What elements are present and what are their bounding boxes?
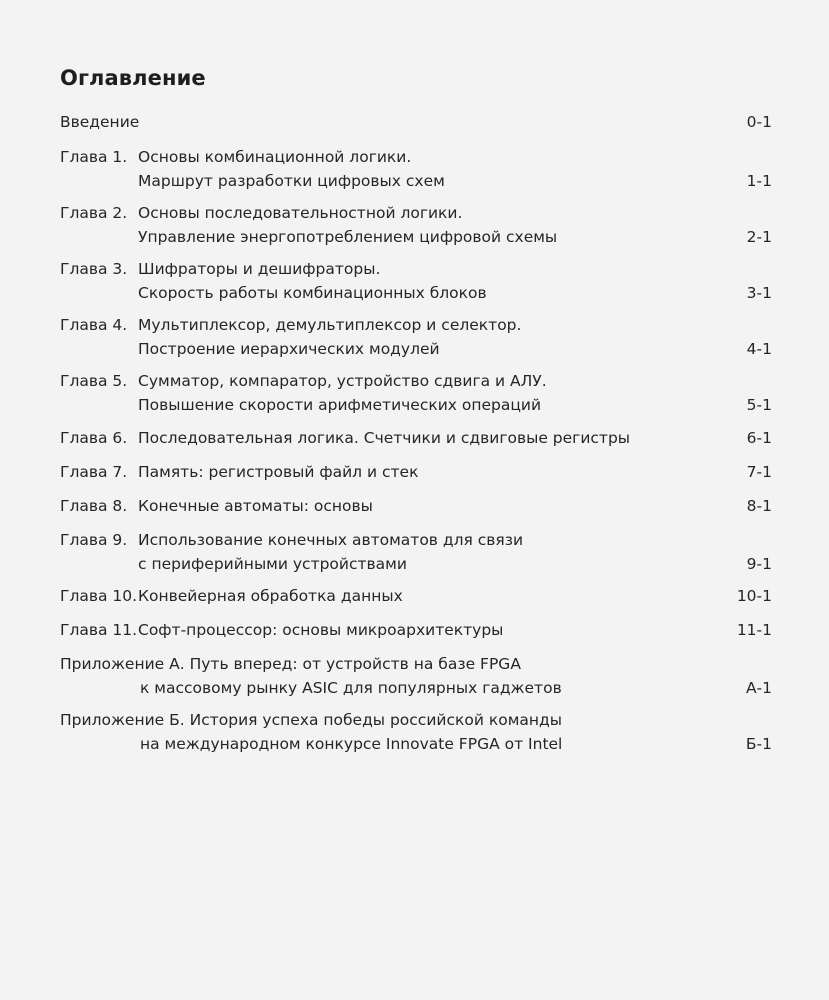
entry-line: Скорость работы комбинационных блоков: [138, 284, 487, 302]
page-number: 10-1: [736, 587, 772, 605]
entry-line: Основы комбинационной логики.: [138, 148, 412, 166]
entry-line: Шифраторы и дешифраторы.: [138, 260, 381, 278]
entry-line: с периферийными устройствами: [138, 555, 407, 573]
chapter-label: Глава 9.: [60, 531, 128, 549]
chapter-label: Глава 7.: [60, 463, 128, 481]
page-number: А-1: [745, 679, 772, 697]
page-number: 11-1: [736, 621, 772, 639]
page-number: 2-1: [746, 228, 772, 246]
page-number: Б-1: [745, 735, 772, 753]
page-number: 6-1: [746, 429, 772, 447]
chapter-label: Глава 8.: [60, 497, 128, 515]
entry-line: Мультиплексор, демультиплексор и селектор.: [138, 316, 522, 334]
page-number: 5-1: [746, 396, 772, 414]
chapter-label: Глава 1.: [60, 148, 128, 166]
page-number: 0-1: [746, 113, 772, 131]
page-number: 8-1: [746, 497, 772, 515]
page-number: 1-1: [746, 172, 772, 190]
entry-line: Управление энергопотреблением цифровой схемы: [138, 228, 558, 246]
entry-line: к массовому рынку ASIC для популярных гаджетов: [140, 679, 562, 697]
entry-line: Маршрут разработки цифровых схем: [138, 172, 445, 190]
entry-line: Основы последовательностной логики.: [138, 204, 463, 222]
page-number: 7-1: [746, 463, 772, 481]
chapter-label: Глава 10.: [60, 587, 138, 605]
entry-line: Сумматор, компаратор, устройство сдвига и АЛУ.: [138, 372, 547, 390]
page-number: 3-1: [746, 284, 772, 302]
entry-line: Приложение А. Путь вперед: от устройств на базе FPGA: [60, 655, 521, 673]
entry-line: Использование конечных автоматов для связи: [138, 531, 524, 549]
entry-line: Софт-процессор: основы микроархитектуры: [138, 621, 504, 639]
entry-title: Введение: [60, 113, 140, 131]
entry-line: Конечные автоматы: основы: [138, 497, 373, 515]
entry-line: на международном конкурсе Innovate FPGA от Intel: [140, 735, 563, 753]
entry-line: Приложение Б. История успеха победы российской команды: [60, 711, 562, 729]
chapter-label: Глава 11.: [60, 621, 138, 639]
toc-title: Оглавление: [60, 66, 206, 90]
page-number: 4-1: [746, 340, 772, 358]
entry-line: Конвейерная обработка данных: [138, 587, 403, 605]
chapter-label: Глава 5.: [60, 372, 128, 390]
chapter-label: Глава 6.: [60, 429, 128, 447]
chapter-label: Глава 4.: [60, 316, 128, 334]
chapter-label: Глава 3.: [60, 260, 128, 278]
chapter-label: Глава 2.: [60, 204, 128, 222]
entry-line: Память: регистровый файл и стек: [138, 463, 419, 481]
entry-line: Повышение скорости арифметических операций: [138, 396, 542, 414]
page-number: 9-1: [746, 555, 772, 573]
entry-line: Построение иерархических модулей: [138, 340, 440, 358]
entry-line: Последовательная логика. Счетчики и сдвиговые регистры: [138, 429, 631, 447]
